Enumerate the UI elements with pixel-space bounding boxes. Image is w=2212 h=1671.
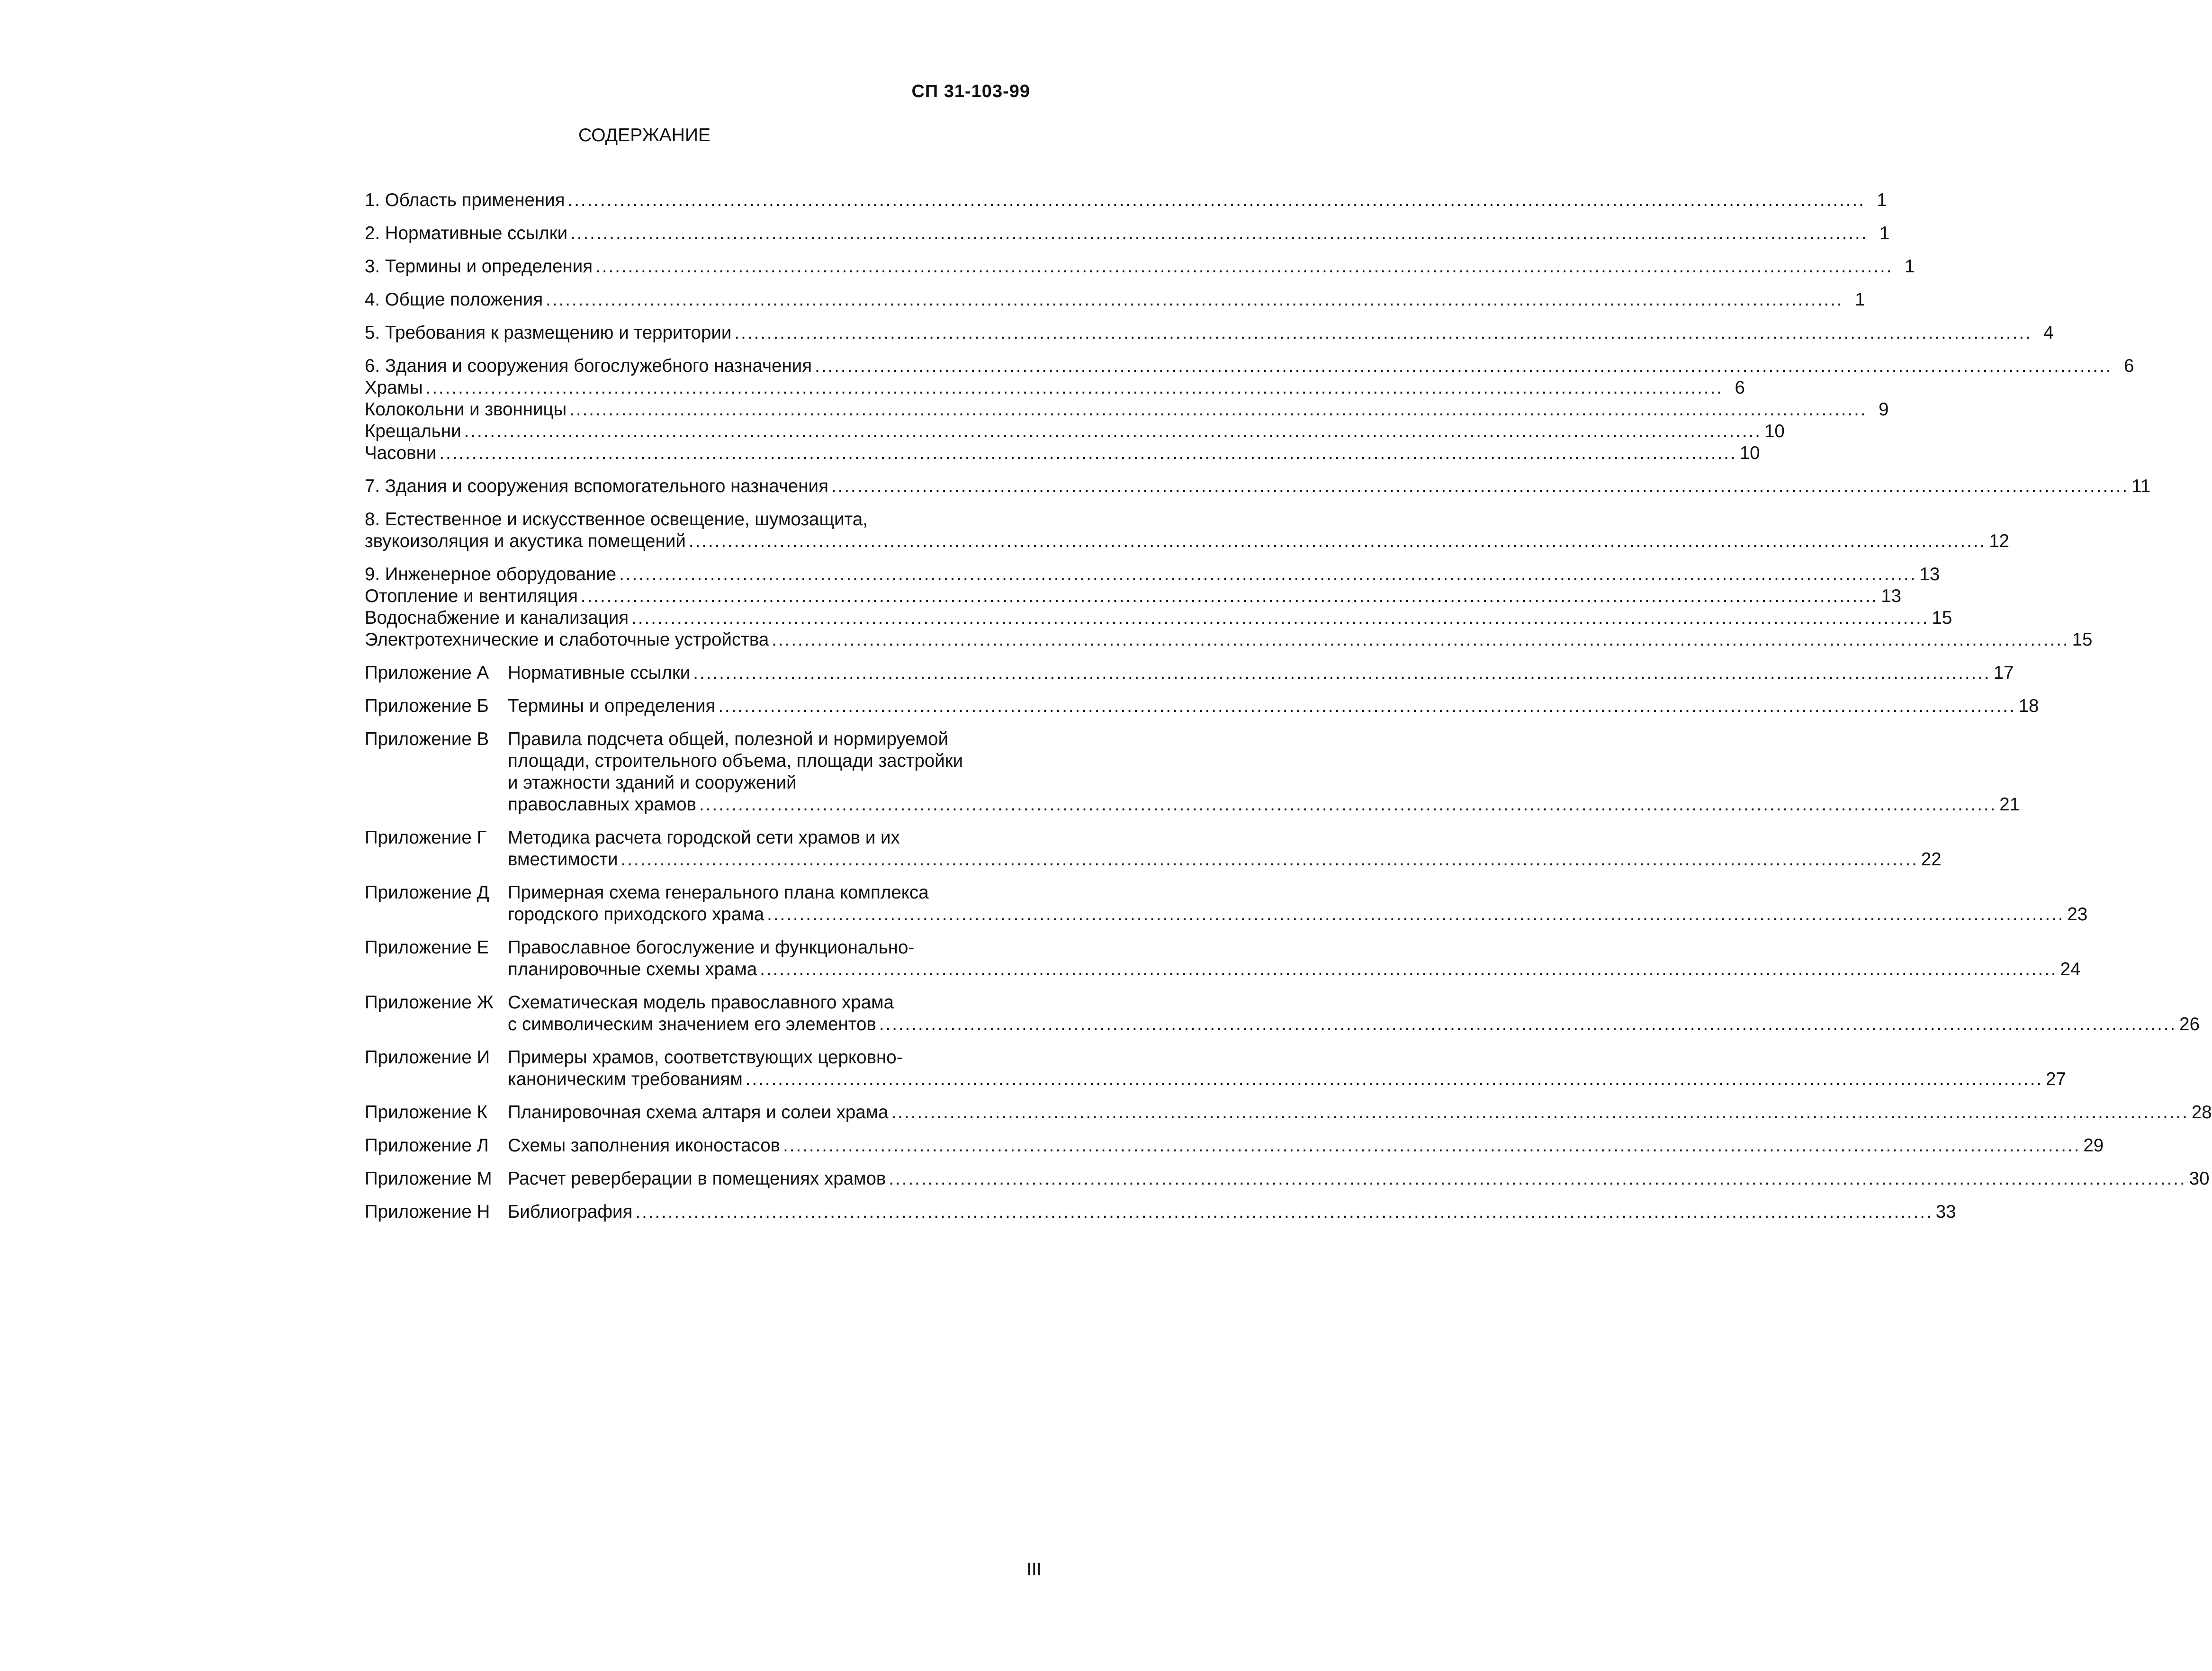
toc-appendix: [365, 882, 2088, 925]
toc-line: [508, 904, 2087, 925]
toc-page-number: 23: [2067, 904, 2088, 925]
toc-page-number: 10: [1739, 443, 1760, 463]
toc-page-number: 1: [1877, 190, 1887, 210]
toc-page-number: 12: [1989, 531, 2010, 551]
toc-entry-text: Крещальни: [365, 421, 461, 441]
appendix-title: [508, 662, 2014, 684]
toc-entry-text: каноническим требованиям: [508, 1069, 743, 1089]
toc-entry-text: планировочные схемы храма: [508, 959, 757, 979]
leader-dots: [546, 289, 1843, 311]
leader-dots: [464, 421, 1762, 442]
toc-line: [365, 289, 1865, 311]
toc-page-number: 10: [1764, 421, 1785, 441]
toc-entry-text: Планировочная схема алтаря и солеи храма: [508, 1102, 889, 1123]
toc-page-number: 15: [1932, 608, 1952, 628]
appendix-title: [508, 827, 1942, 871]
toc-page-number: 22: [1921, 849, 1942, 870]
toc-line: [365, 399, 1889, 421]
toc-line: [508, 1047, 2066, 1069]
appendix-title: [508, 728, 2020, 816]
leader-dots: [689, 530, 1986, 552]
toc-entry-text: православных храмов: [508, 794, 696, 815]
toc-section: [365, 256, 1915, 278]
toc-page-number: 13: [1881, 586, 1902, 606]
leader-dots: [568, 189, 1865, 211]
leader-dots: [746, 1069, 2043, 1090]
toc-entry-text: Методика расчета городской сети храмов и их: [508, 827, 900, 848]
toc-appendix: [365, 1047, 2066, 1090]
toc-page-number: 1: [1879, 223, 1890, 243]
leader-dots: [815, 355, 2112, 377]
leader-dots: [693, 662, 1990, 684]
toc-entry-text: 3. Термины и определения: [365, 256, 593, 277]
toc-line: [508, 992, 2200, 1014]
toc-line: [365, 442, 1760, 464]
toc-line: [508, 959, 2080, 980]
document-code: СП 31-103-99: [911, 81, 1030, 101]
toc-entry-text: Электротехнические и слаботочные устройства: [365, 629, 769, 650]
toc-page-number: 17: [1993, 663, 2014, 683]
toc-entry-text: 6. Здания и сооружения богослужебного назначения: [365, 356, 812, 376]
toc-entry-text: городского приходского храма: [508, 904, 764, 925]
toc-line: [508, 827, 1942, 849]
appendix-label: Приложение М: [365, 1168, 492, 1189]
toc-line: [365, 355, 2134, 377]
toc-entry-text: Часовни: [365, 443, 437, 463]
toc-page-number: 6: [1735, 377, 1745, 398]
appendix-title: [508, 695, 2039, 717]
toc-entry-text: Схемы заполнения иконостасов: [508, 1135, 781, 1156]
toc-line: [508, 1201, 1956, 1223]
toc-page-number: 30: [2189, 1168, 2210, 1189]
toc-line: [365, 509, 1052, 530]
leader-dots: [767, 904, 2064, 925]
toc-appendix: [365, 992, 2200, 1035]
toc-line: [365, 629, 2093, 651]
appendix-label: Приложение Н: [365, 1202, 490, 1222]
toc-entry-text: Библиография: [508, 1202, 633, 1222]
appendix-title: [508, 1135, 2104, 1157]
toc-appendix: [365, 1168, 2210, 1190]
toc-page-number: 27: [2046, 1069, 2066, 1089]
appendix-title: [508, 937, 2080, 980]
toc-line: [508, 772, 2020, 794]
leader-dots: [426, 377, 1723, 399]
leader-dots: [619, 564, 1916, 585]
toc-page-number: 11: [2131, 476, 2151, 496]
appendix-label: Приложение Б: [365, 696, 489, 716]
appendix-label: Приложение А: [365, 663, 489, 683]
leader-dots: [718, 695, 2015, 717]
appendix-label: Приложение И: [365, 1047, 490, 1068]
page-number: III: [1026, 1560, 1042, 1580]
toc-section: [365, 476, 2151, 497]
toc-page-number: 24: [2060, 959, 2081, 979]
toc-appendix: [365, 1135, 2104, 1157]
toc-entry-text: 8. Естественное и искусственное освещение, шумозащита,: [365, 509, 868, 530]
toc-page-number: 33: [1935, 1202, 1956, 1222]
toc-line: [365, 377, 1745, 399]
leader-dots: [569, 399, 1867, 421]
toc-entry-text: Храмы: [365, 377, 423, 398]
appendix-title: [508, 882, 2087, 925]
leader-dots: [570, 223, 1868, 244]
toc-entry-text: 1. Область применения: [365, 190, 565, 210]
toc-section: [365, 189, 1887, 211]
leader-dots: [891, 1102, 2189, 1123]
toc-entry-text: площади, строительного объема, площади застройки: [508, 751, 963, 771]
toc-entry-text: Православное богослужение и функционально-: [508, 937, 915, 958]
leader-dots: [783, 1135, 2080, 1157]
appendix-label: Приложение Ж: [365, 992, 494, 1013]
appendix-label: Приложение Е: [365, 937, 489, 958]
leader-dots: [699, 794, 1996, 816]
toc-page-number: 21: [1999, 794, 2020, 815]
leader-dots: [772, 629, 2069, 651]
appendix-title: [508, 1201, 1956, 1223]
toc-line: [508, 1102, 2212, 1123]
toc-entry-text: Расчет реверберации в помещениях храмов: [508, 1168, 886, 1189]
toc-line: [365, 530, 2010, 552]
appendix-title: [508, 1168, 2210, 1190]
leader-dots: [595, 256, 1893, 278]
appendix-label: Приложение В: [365, 729, 489, 749]
toc-line: [508, 849, 1942, 871]
toc-page-number: 18: [2018, 696, 2039, 716]
toc-entry-text: Правила подсчета общей, полезной и нормируемой: [508, 729, 949, 749]
toc-line: [508, 937, 2080, 959]
leader-dots: [439, 442, 1736, 464]
toc-line: [508, 728, 2020, 750]
toc-section: [365, 223, 1890, 244]
toc-entry-text: 9. Инженерное оборудование: [365, 564, 617, 584]
toc-line: [508, 1135, 2104, 1157]
toc-line: [365, 607, 1952, 629]
toc-page-number: 28: [2191, 1102, 2212, 1123]
toc-entry-text: Нормативные ссылки: [508, 663, 691, 683]
toc-appendix: [365, 695, 2039, 717]
toc-entry-text: Отопление и вентиляция: [365, 586, 578, 606]
toc-appendix: [365, 1201, 1956, 1223]
toc-line: [365, 564, 1940, 585]
toc-line: [508, 1014, 2200, 1035]
toc-line: [365, 189, 1887, 211]
toc-line: [365, 476, 2151, 497]
appendix-title: [508, 1047, 2066, 1090]
toc-page-number: 26: [2179, 1014, 2200, 1034]
appendix-label: Приложение Д: [365, 882, 489, 903]
toc-line: [365, 322, 2054, 344]
toc-title: СОДЕРЖАНИЕ: [578, 125, 711, 145]
toc-appendix: [365, 1102, 2212, 1123]
toc-entry-text: 4. Общие положения: [365, 289, 543, 310]
toc-page-number: 15: [2072, 629, 2093, 650]
appendix-title: [508, 1102, 2212, 1123]
toc-section: [365, 564, 2093, 651]
appendix-label: Приложение Л: [365, 1135, 489, 1156]
toc-page-number: 29: [2083, 1135, 2104, 1156]
toc-page-number: 1: [1905, 256, 1915, 277]
leader-dots: [635, 1201, 1933, 1223]
toc-line: [508, 695, 2039, 717]
toc-line: [508, 662, 2014, 684]
toc-entry-text: 2. Нормативные ссылки: [365, 223, 568, 243]
toc-appendix: [365, 662, 2014, 684]
toc-entry-text: Примеры храмов, соответствующих церковно-: [508, 1047, 903, 1068]
toc-entry-text: Примерная схема генерального плана комплекса: [508, 882, 929, 903]
toc-entry-text: Колокольни и звонницы: [365, 399, 567, 420]
toc-appendix: [365, 937, 2081, 980]
toc-line: [365, 421, 1785, 442]
toc-line: [365, 585, 1902, 607]
toc-line: [365, 223, 1890, 244]
leader-dots: [879, 1014, 2176, 1035]
toc-line: [508, 1069, 2066, 1090]
toc-line: [508, 794, 2020, 816]
leader-dots: [631, 607, 1929, 629]
toc-page-number: 1: [1855, 289, 1865, 310]
toc-entry-text: с символическим значением его элементов: [508, 1014, 876, 1034]
toc-line: [508, 750, 2020, 772]
toc-entry-text: вместимости: [508, 849, 618, 870]
toc-page-number: 9: [1879, 399, 1889, 420]
toc-line: [365, 256, 1915, 278]
toc-entry-text: звукоизоляция и акустика помещений: [365, 531, 686, 551]
toc-page-number: 13: [1919, 564, 1940, 584]
leader-dots: [621, 849, 1918, 871]
leader-dots: [889, 1168, 2186, 1190]
toc-entry-text: Термины и определения: [508, 696, 716, 716]
leader-dots: [734, 322, 2032, 344]
toc-line: [508, 1168, 2210, 1190]
toc-entry-text: Водоснабжение и канализация: [365, 608, 629, 628]
leader-dots: [760, 959, 2057, 980]
toc-line: [508, 882, 2087, 904]
leader-dots: [581, 585, 1878, 607]
toc-appendix: [365, 728, 2020, 816]
toc-section: [365, 355, 2134, 464]
toc-entry-text: 5. Требования к размещению и территории: [365, 323, 732, 343]
toc-page-number: 6: [2124, 356, 2134, 376]
toc-entry-text: 7. Здания и сооружения вспомогательного назначения: [365, 476, 828, 496]
toc-entry-text: и этажности зданий и сооружений: [508, 773, 797, 793]
toc-section: [365, 289, 1865, 311]
toc-entry-text: Схематическая модель православного храма: [508, 992, 894, 1013]
toc-appendix: [365, 827, 1942, 871]
toc-page-number: 4: [2043, 323, 2054, 343]
appendix-label: Приложение К: [365, 1102, 487, 1123]
leader-dots: [831, 476, 2129, 497]
appendix-title: [508, 992, 2200, 1035]
toc-section: [365, 322, 2054, 344]
appendix-label: Приложение Г: [365, 827, 487, 848]
table-of-contents: [365, 189, 2212, 1234]
toc-section: [365, 509, 2010, 552]
